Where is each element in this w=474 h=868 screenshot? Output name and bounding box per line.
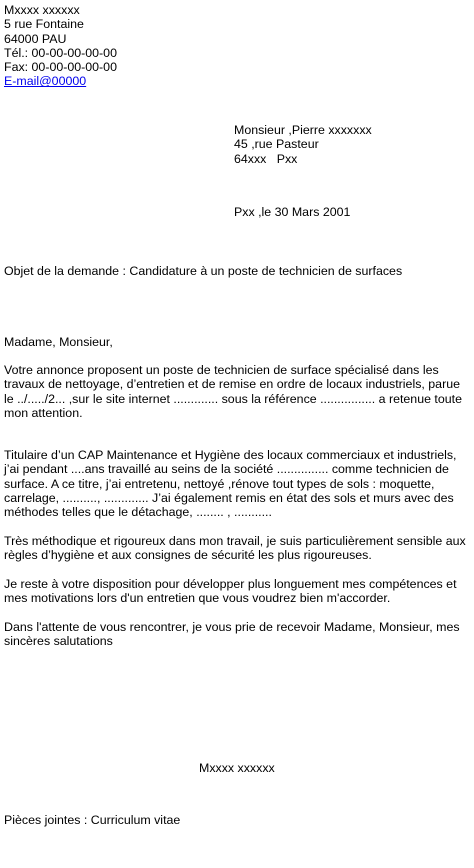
paragraph-line: Votre annonce proposent un poste de technicien de surface spécialisé dans les	[4, 363, 439, 377]
paragraph-line: le ../...../2... ,sur le site internet ............. sous la référence ................ a retenue toute	[4, 391, 462, 406]
paragraph-line: Titulaire d’un CAP Maintenance et Hygiène des locaux commerciaux et industriels,	[4, 448, 457, 462]
paragraph-line: mon attention.	[4, 405, 83, 420]
paragraph-line: Très méthodique et rigoureux dans mon travail, je suis particulièrement sensible aux	[4, 534, 466, 548]
sender-email-link[interactable]: E-mail@00000	[4, 74, 87, 89]
paragraph-line: travaux de nettoyage, d’entretien et de remise en ordre de locaux industriels, parue	[4, 377, 460, 392]
paragraph-line: règles d’hygiène et aux consignes de sécurité les plus rigoureuses.	[4, 548, 372, 563]
sender-name: Mxxxx xxxxxx	[4, 3, 80, 17]
sender-city: 64000 PAU	[4, 31, 67, 46]
body-paragraph-1	[4, 363, 468, 420]
sender-phone: Tél.: 00-00-00-00-00	[4, 45, 117, 60]
sender-fax: Fax: 00-00-00-00-00	[4, 60, 117, 75]
paragraph-line: surface. A ce titre, j’ai entretenu, nettoyé ,rénove tout types de sols : moquette,	[4, 476, 435, 491]
paragraph-line: Je reste à votre disposition pour développer plus longuement mes compétences et	[4, 577, 457, 591]
recipient-block	[234, 123, 372, 166]
salutation: Madame, Monsieur,	[4, 335, 113, 349]
paragraph-line: carrelage, .........., ............. J’ai également remis en état des sols et murs avec des	[4, 490, 454, 505]
recipient-name: Monsieur ,Pierre xxxxxxx	[234, 123, 372, 137]
paragraph-line: méthodes telles que le détachage, ........ , ...........	[4, 505, 272, 520]
sender-block	[4, 3, 117, 89]
body-paragraph-3	[4, 534, 468, 563]
paragraph-line: sincères salutations	[4, 634, 113, 649]
letter-subject: Objet de la demande : Candidature à un poste de technicien de surfaces	[4, 264, 403, 278]
paragraph-line: Dans l'attente de vous rencontrer, je vous prie de recevoir Madame, Monsieur, mes	[4, 620, 460, 634]
enclosures: Pièces jointes : Curriculum vitae	[4, 813, 181, 827]
body-paragraph-2	[4, 448, 468, 519]
sender-street: 5 rue Fontaine	[4, 17, 84, 32]
recipient-street: 45 ,rue Pasteur	[234, 137, 319, 152]
body-paragraph-5	[4, 620, 468, 649]
paragraph-line: j’ai pendant ....ans travaillé au seins de la société ............... comme technicien de	[4, 462, 449, 477]
letter-date: Pxx ,le 30 Mars 2001	[234, 205, 351, 219]
signature: Mxxxx xxxxxx	[199, 761, 275, 775]
body-paragraph-4	[4, 577, 468, 606]
recipient-city: 64xxx Pxx	[234, 151, 298, 166]
paragraph-line: mes motivations lors d'un entretien que vous voudrez bien m'accorder.	[4, 591, 391, 606]
